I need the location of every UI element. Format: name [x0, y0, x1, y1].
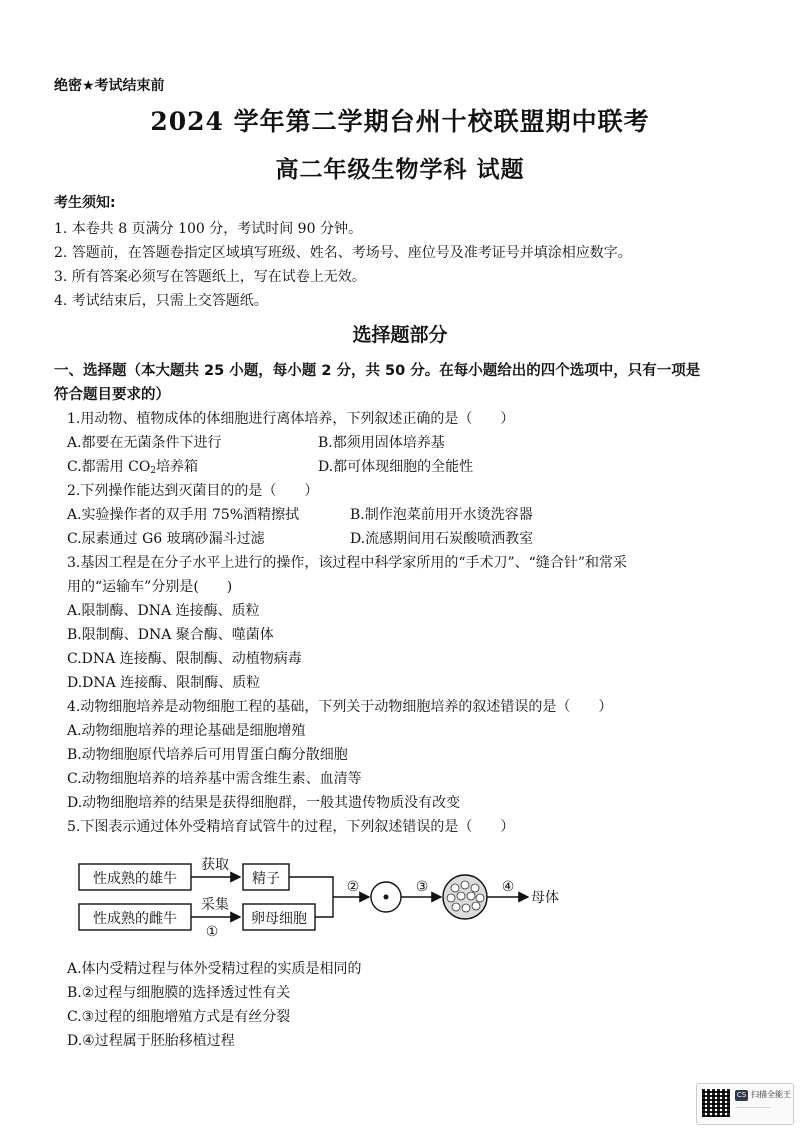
- egg-label: 卵母细胞: [251, 911, 307, 927]
- question-5-option-a: A.体内受精过程与体外受精过程的实质是相同的: [67, 961, 362, 977]
- scanner-logo-icon: CS: [736, 1091, 747, 1099]
- question-4-option-c: C.动物细胞培养的培养基中需含维生素、血清等: [67, 771, 362, 787]
- question-3-stem: 3.基因工程是在分子水平上进行的操作，该过程中科学家所用的“手术刀”、“缝合针”和常采: [67, 555, 627, 571]
- question-3-option-c: C.DNA 连接酶、限制酶、动植物病毒: [67, 651, 302, 667]
- sperm-label: 精子: [252, 871, 280, 887]
- qr-code-icon: [702, 1089, 730, 1117]
- confidential-label: 绝密★考试结束前: [54, 78, 165, 94]
- question-4-option-d: D.动物细胞培养的结果是获得细胞群，一般其遗传物质没有改变: [67, 795, 461, 811]
- question-1-option-b: B.都须用固体培养基: [318, 435, 445, 451]
- mother-label: 母体: [531, 890, 559, 906]
- part-instructions-cont: 符合题目要求的）: [54, 387, 170, 403]
- collect-label: 采集: [201, 897, 229, 913]
- section-title: 选择题部分: [352, 324, 448, 346]
- question-4-option-b: B.动物细胞原代培养后可用胃蛋白酶分散细胞: [67, 747, 348, 763]
- question-3-option-a: A.限制酶、DNA 连接酶、质粒: [67, 603, 260, 619]
- notice-item: 3. 所有答案必须写在答题纸上，写在试卷上无效。: [54, 269, 366, 285]
- ivf-process-diagram: [75, 848, 575, 948]
- exam-subtitle: 高二年级生物学科 试题: [275, 156, 525, 183]
- scanner-brand: 扫描全能王: [751, 1090, 791, 1099]
- notice-item: 2. 答题前，在答题卷指定区域填写班级、姓名、考场号、座位号及准考证号并填涂相应数字。: [54, 245, 632, 261]
- exam-title: 2024 学年第二学期台州十校联盟期中联考: [150, 107, 650, 136]
- question-5-option-b: B.②过程与细胞膜的选择透过性有关: [67, 985, 291, 1001]
- female-cow-label: 性成熟的雌牛: [93, 911, 177, 927]
- question-5-option-d: D.④过程属于胚胎移植过程: [67, 1033, 235, 1049]
- question-2-stem: 2.下列操作能达到灭菌目的的是（ ）: [67, 483, 319, 499]
- question-4-option-a: A.动物细胞培养的理论基础是细胞增殖: [67, 723, 306, 739]
- scanner-tagline-mark: ———————: [735, 1105, 770, 1111]
- question-5-option-c: C.③过程的细胞增殖方式是有丝分裂: [67, 1009, 291, 1025]
- question-1-option-c: C.都需用 $CO_2$培养箱: [67, 459, 199, 476]
- step-4-label: ④: [501, 879, 515, 895]
- question-1-option-a: A.都要在无菌条件下进行: [67, 435, 222, 451]
- question-3-option-b: B.限制酶、DNA 聚合酶、噬菌体: [67, 627, 274, 643]
- question-4-stem: 4.动物细胞培养是动物细胞工程的基础，下列关于动物细胞培养的叙述错误的是（ ）: [67, 699, 613, 715]
- question-2-option-a: A.实验操作者的双手用 75%酒精擦拭: [67, 507, 300, 523]
- step-2-label: ②: [346, 879, 360, 895]
- scanner-watermark: [696, 1083, 794, 1125]
- notice-heading: 考生须知:: [54, 195, 116, 211]
- question-1-option-d: D.都可体现细胞的全能性: [318, 459, 474, 475]
- step-1-label: ①: [205, 924, 219, 940]
- get-label: 获取: [201, 857, 229, 873]
- notice-item: 4. 考试结束后，只需上交答题纸。: [54, 293, 268, 309]
- part-instructions: 一、选择题（本大题共 25 小题，每小题 2 分，共 50 分。在每小题给出的四个选项中，只有一项是: [54, 363, 701, 379]
- question-2-option-b: B.制作泡菜前用开水烫洗容器: [350, 507, 533, 523]
- question-2-option-d: D.流感期间用石炭酸喷洒教室: [350, 531, 534, 547]
- question-3-stem-cont: 用的“运输车”分别是( ): [67, 579, 233, 595]
- question-2-option-c: C.尿素通过 G6 玻璃砂漏斗过滤: [67, 531, 265, 547]
- question-5-stem: 5.下图表示通过体外受精培育试管牛的过程，下列叙述错误的是（ ）: [67, 819, 515, 835]
- question-3-option-d: D.DNA 连接酶、限制酶、质粒: [67, 675, 261, 691]
- question-1-stem: 1.用动物、植物成体的体细胞进行离体培养，下列叙述正确的是（ ）: [67, 411, 515, 427]
- step-3-label: ③: [415, 879, 429, 895]
- notice-item: 1. 本卷共 8 页满分 100 分，考试时间 90 分钟。: [54, 221, 362, 237]
- male-cow-label: 性成熟的雄牛: [93, 871, 177, 887]
